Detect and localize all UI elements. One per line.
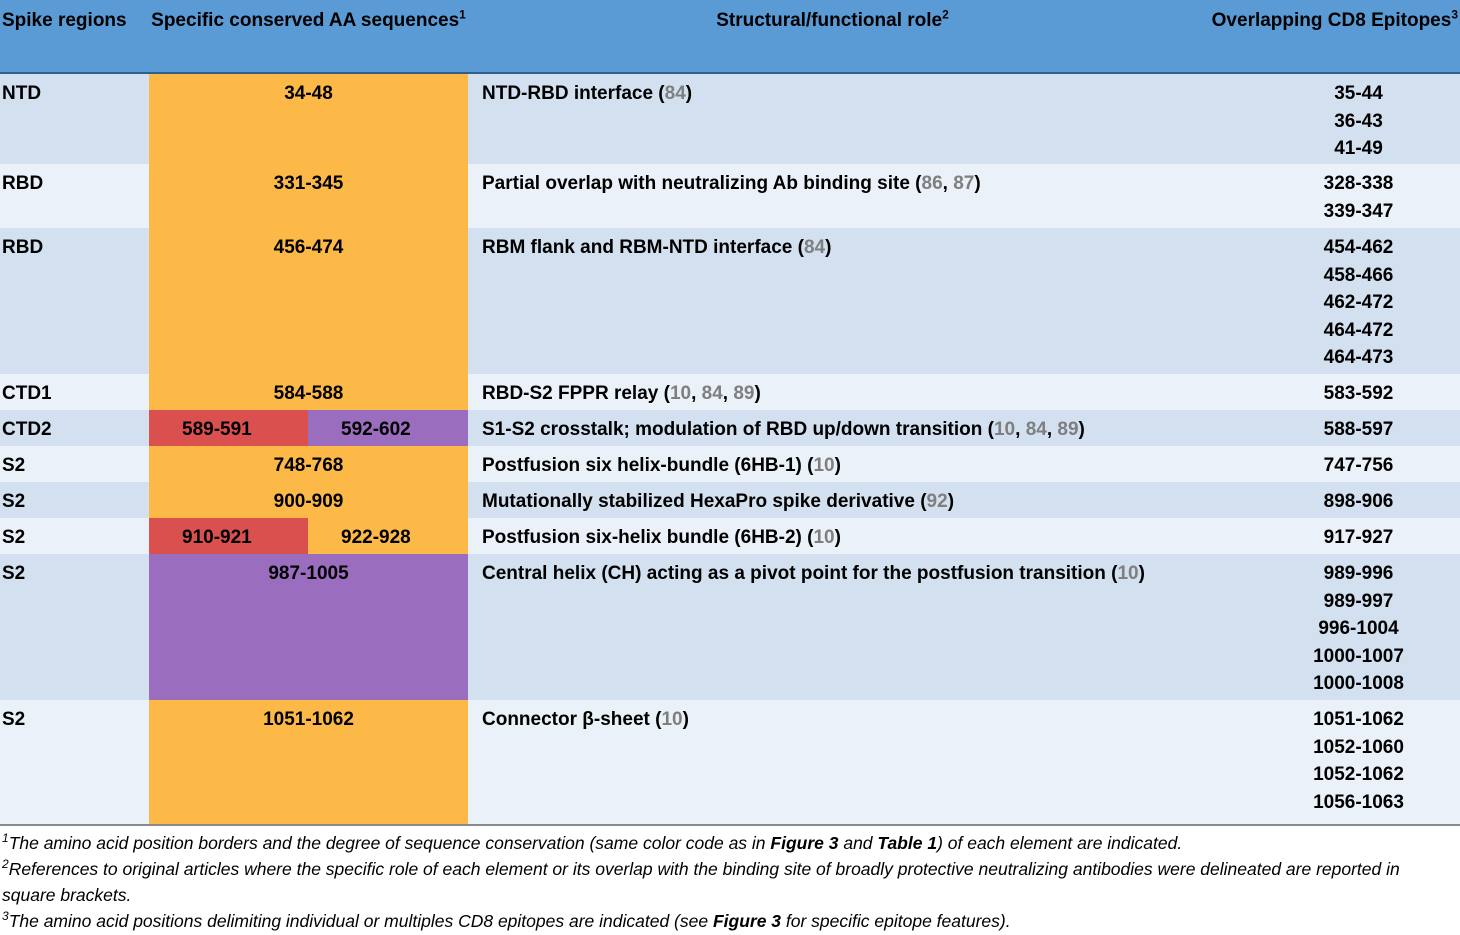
epitope-range: 1000-1007 (1313, 645, 1404, 667)
region-cell: S2 (0, 554, 149, 700)
reference-link[interactable]: 10 (1117, 563, 1139, 584)
reference-link[interactable]: 10 (993, 419, 1016, 440)
epitope-range: 588-597 (1323, 419, 1394, 440)
role-cell: RBM flank and RBM-NTD interface (84) (468, 228, 1197, 374)
epitope-range: 583-592 (1323, 383, 1394, 404)
reference-link[interactable]: 92 (926, 491, 948, 512)
region-cell: CTD1 (0, 374, 149, 410)
reference-link[interactable]: 84 (701, 383, 723, 404)
epitope-range: 1052-1060 (1313, 736, 1404, 758)
role-cell: Mutationally stabilized HexaPro spike derivative (92) (468, 482, 1197, 518)
reference-link[interactable]: 10 (669, 383, 692, 404)
reference-link[interactable]: 84 (664, 83, 686, 104)
epitopes-cell (1197, 446, 1460, 482)
reference-link[interactable]: 89 (733, 383, 755, 404)
reference-link[interactable]: 10 (813, 527, 835, 548)
role-text: RBD-S2 FPPR relay ( (482, 383, 670, 404)
table-row (0, 73, 1460, 164)
role-cell: Postfusion six-helix bundle (6HB-2) (10) (468, 518, 1197, 554)
region-cell: CTD2 (0, 410, 149, 446)
epitope-range: 898-906 (1323, 491, 1394, 512)
table-row (0, 410, 1460, 446)
table-row (0, 446, 1460, 482)
region-cell: S2 (0, 482, 149, 518)
sequence-cell: 589-591 (149, 410, 308, 446)
region-cell: S2 (0, 700, 149, 824)
epitopes-cell (1197, 73, 1460, 164)
reference-link[interactable]: 10 (813, 455, 835, 476)
header-seq: Specific conserved AA sequences$^1$ (149, 0, 468, 73)
sequence-cell: 748-768 (149, 446, 468, 482)
role-text: RBM flank and RBM-NTD interface ( (482, 237, 804, 258)
epitope-range: 35-44 (1334, 83, 1383, 104)
role-cell: Central helix (CH) acting as a pivot point for the postfusion transition (10) (468, 554, 1197, 700)
table-row (0, 374, 1460, 410)
epitope-range: 1056-1063 (1313, 791, 1404, 813)
sequence-cell: 987-1005 (149, 554, 468, 700)
role-cell: Connector β-sheet (10) (468, 700, 1197, 824)
role-text: Connector β-sheet ( (482, 709, 662, 730)
sequence-cell: 331-345 (149, 164, 468, 228)
reference-link[interactable]: 86 (921, 173, 943, 194)
role-cell: NTD-RBD interface (84) (468, 73, 1197, 164)
region-cell: S2 (0, 518, 149, 554)
epitope-range: 1052-1062 (1313, 764, 1404, 785)
reference-link[interactable]: 84 (803, 237, 826, 258)
epitopes-cell (1197, 482, 1460, 518)
role-cell: RBD-S2 FPPR relay (10, 84, 89) (468, 374, 1197, 410)
sequence-cell: 456-474 (149, 228, 468, 374)
epitopes-cell (1197, 228, 1460, 374)
role-text: Central helix (CH) acting as a pivot point for the postfusion transition ( (482, 563, 1118, 584)
reference-link[interactable]: 10 (661, 709, 683, 730)
epitopes-cell (1197, 164, 1460, 228)
epitope-range: 41-49 (1334, 138, 1383, 159)
region-cell: RBD (0, 164, 149, 228)
sequence-cell: 592-602 (308, 410, 468, 446)
epitope-range: 464-472 (1323, 319, 1394, 341)
epitope-range: 989-996 (1323, 563, 1394, 584)
footnotes (0, 824, 1460, 934)
epitope-range: 458-466 (1323, 264, 1394, 286)
region-cell: NTD (0, 73, 149, 164)
role-text: Partial overlap with neutralizing Ab binding site ( (482, 173, 922, 194)
role-cell: Postfusion six helix-bundle (6HB-1) (10) (468, 446, 1197, 482)
role-cell: S1-S2 crosstalk; modulation of RBD up/down transition (10, 84, 89) (468, 410, 1197, 446)
region-cell: RBD (0, 228, 149, 374)
sequence-cell: 584-588 (149, 374, 468, 410)
table-row (0, 164, 1460, 228)
role-cell: Partial overlap with neutralizing Ab binding site (86, 87) (468, 164, 1197, 228)
epitope-range: 36-43 (1334, 110, 1383, 132)
sequence-cell: 900-909 (149, 482, 468, 518)
role-text: Postfusion six helix-bundle (6HB-1) ( (482, 455, 814, 476)
table-row (0, 518, 1460, 554)
role-text: S1-S2 crosstalk; modulation of RBD up/down transition ( (482, 419, 994, 440)
epitope-range: 464-473 (1323, 347, 1394, 368)
reference-link[interactable]: 84 (1025, 419, 1047, 440)
table-row (0, 228, 1460, 374)
footnote-3: $^3$The amino acid positions delimiting individual or multiples CD8 epitopes are indicated (see Figure 3 for specific epitope features). (2, 909, 1011, 931)
header-role: Structural/functional role$^2$ (468, 0, 1197, 73)
sequence-cell: 34-48 (149, 73, 468, 164)
epitopes-cell (1197, 518, 1460, 554)
reference-link[interactable]: 87 (953, 173, 975, 194)
epitope-range: 747-756 (1323, 455, 1394, 476)
sequence-cell: 922-928 (308, 518, 468, 554)
epitope-range: 989-997 (1323, 590, 1394, 612)
epitope-range: 454-462 (1323, 237, 1394, 258)
epitopes-cell (1197, 374, 1460, 410)
header-row (0, 0, 1460, 73)
epitopes-cell (1197, 700, 1460, 824)
epitope-range: 328-338 (1323, 173, 1394, 194)
sequence-cell: 1051-1062 (149, 700, 468, 824)
region-cell: S2 (0, 446, 149, 482)
footnote-1: $^1$The amino acid position borders and the degree of sequence conservation (same color code as in Figure 3 and Table 1) of each element are indicated. (2, 831, 1183, 853)
header-region: Spike regions (0, 0, 149, 73)
table-row (0, 482, 1460, 518)
role-text: NTD-RBD interface ( (482, 83, 665, 104)
epitope-range: 996-1004 (1318, 618, 1399, 639)
epitope-range: 1051-1062 (1313, 709, 1404, 730)
epitope-range: 917-927 (1323, 527, 1394, 548)
reference-link[interactable]: 89 (1057, 419, 1079, 440)
epitopes-cell (1197, 410, 1460, 446)
header-epitopes: Overlapping CD8 Epitopes$^3$ (1197, 0, 1460, 73)
role-text: Mutationally stabilized HexaPro spike derivative ( (482, 491, 927, 512)
sequence-cell: 910-921 (149, 518, 308, 554)
epitope-range: 462-472 (1323, 292, 1394, 313)
epitope-range: 339-347 (1323, 200, 1394, 222)
footnote-2: $^2$References to original articles where the specific role of each element or its overlap with the binding site of broadly protective neutralizing antibodies were delineated are reported in square brackets. (2, 857, 1400, 905)
table-row (0, 554, 1460, 700)
table-row (0, 700, 1460, 824)
role-text: Postfusion six-helix bundle (6HB-2) ( (482, 527, 814, 548)
epitopes-cell (1197, 554, 1460, 700)
epitope-range: 1000-1008 (1313, 673, 1404, 694)
